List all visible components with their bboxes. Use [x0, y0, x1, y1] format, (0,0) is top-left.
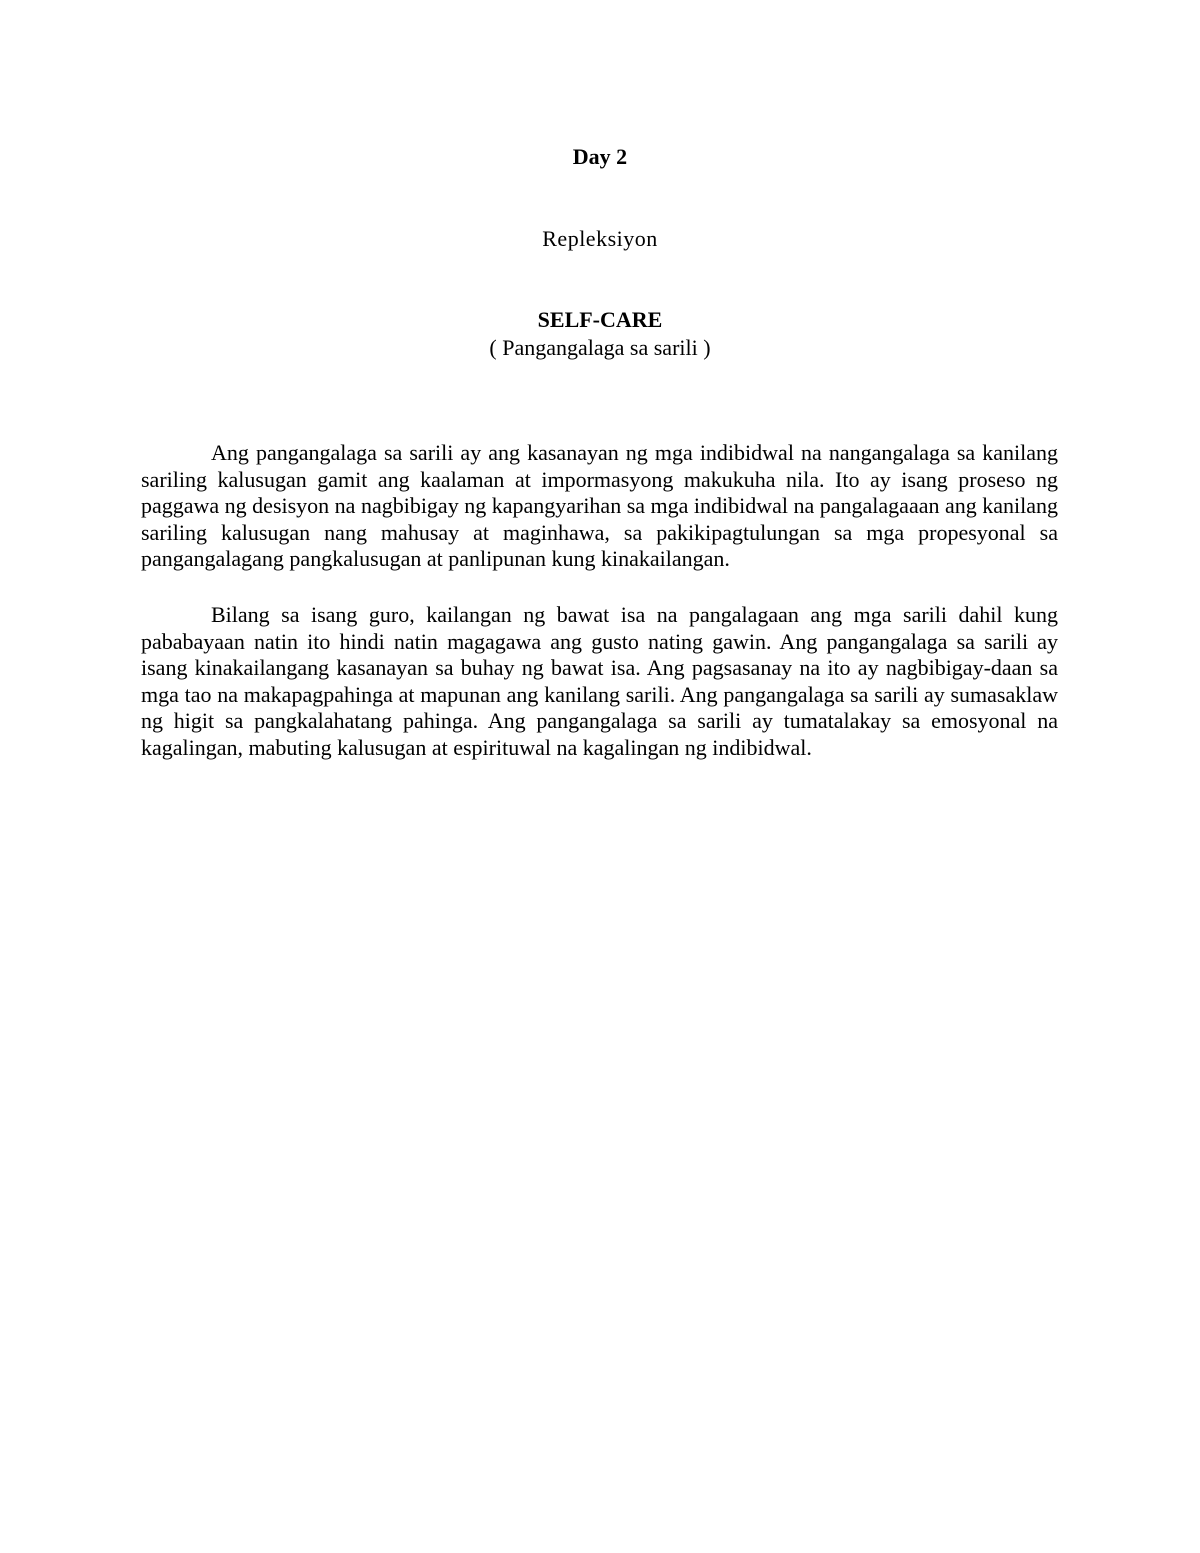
day-title: Day 2	[572, 144, 628, 169]
body-paragraph-1: Ang pangangalaga sa sarili ay ang kasanayan ng mga indibidwal na nangangalaga sa kanilang sariling kalusugan gamit ang kaalaman at impormasyong makukuha nila. Ito ay isang proseso ng paggawa ng desisyon na nagbibigay ng kapangyarihan sa mga indibidwal na pangalagaaan ang kanilang sariling kalusugan nang mahusay at maginhawa, sa pakikipagtulungan sa mga propesyonal sa pangangalagang pangkalusugan at panlipunan kung kinakailangan.	[141, 440, 1058, 571]
reflection-label: Repleksiyon	[542, 226, 658, 251]
main-heading: SELF-CARE	[537, 307, 663, 332]
sub-heading: ( Pangangalaga sa sarili )	[489, 335, 711, 360]
body-paragraph-2: Bilang sa isang guro, kailangan ng bawat isa na pangalagaan ang mga sarili dahil kung pababayaan natin ito hindi natin magagawa ang gusto nating gawin. Ang pangangalaga sa sarili ay isang kinakailangang kasanayan sa buhay ng bawat isa. Ang pagsasanay na ito ay nagbibigay-daan sa mga tao na makapagpahinga at mapunan ang kanilang sarili. Ang pangangalaga sa sarili ay sumasaklaw ng higit sa pangkalahatang pahinga. Ang pangangalaga sa sarili ay tumatalakay sa emosyonal na kagalingan, mabuting kalusugan at espirituwal na kagalingan ng indibidwal.	[141, 602, 1058, 760]
